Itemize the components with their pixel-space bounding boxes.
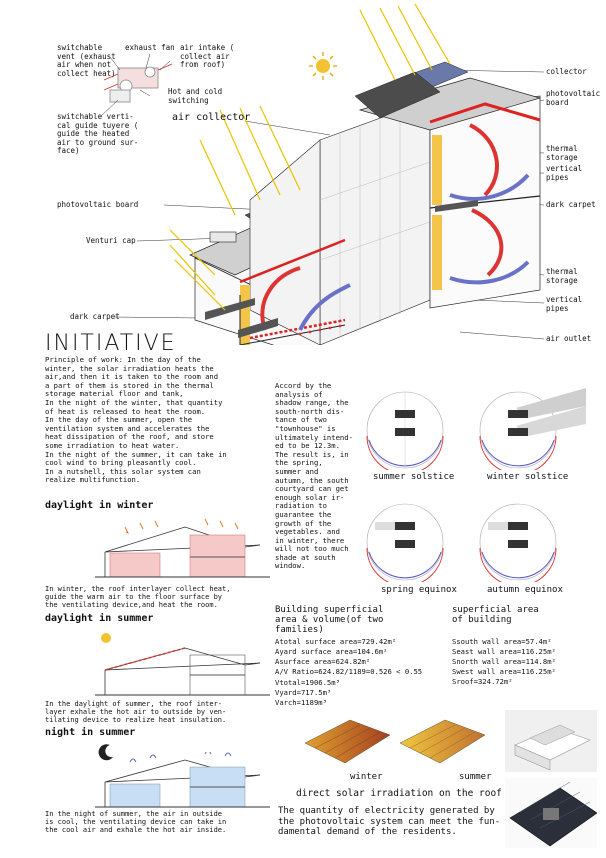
roof-irradiation-winter bbox=[305, 715, 390, 765]
superficial-heading: superficial area of building bbox=[452, 605, 539, 625]
label-air-outlet: air outlet bbox=[546, 334, 592, 343]
label-switchable-vent: switchable vent (exhaust air when not collect heat) bbox=[57, 43, 116, 78]
label-vertical-pipes-1: vertical pipes bbox=[546, 164, 583, 182]
label-summer-irradiation: summer bbox=[459, 772, 492, 782]
label-autumn-equinox: autumn equinox bbox=[487, 585, 563, 595]
caption-daylight-summer: In the daylight of summer, the roof inter- layer exhale the hot air to outside by ven- tilating device to realize heat insulation. bbox=[45, 700, 227, 724]
heading-daylight-winter: daylight in winter bbox=[45, 500, 154, 511]
shadow-analysis-text: Accord by the analysis of shadow range, the south-north dis- tance of two "townhouse" is ultimately intend- ed to be 12.3m. The result is, in the spring, summer and autumn, the south courtyard can get enough solar ir- radiation to guarantee the growth of the vegetables. and in winter, there will not too much shade at south window. bbox=[275, 381, 353, 571]
label-photovoltaic-board-left: photovoltaic board bbox=[57, 200, 139, 209]
label-dark-carpet-right: dark carpet bbox=[546, 200, 596, 209]
area-volume-heading: Building superficial area & volume(of two families) bbox=[275, 605, 384, 635]
photovoltaic-model-render bbox=[505, 778, 597, 848]
label-air-collector: air collector bbox=[172, 112, 251, 123]
label-thermal-storage-2: thermal storage bbox=[546, 267, 578, 285]
volume-values: Vtotal=1906.5m³ Vyard=717.5m³ Varch=1189m³ bbox=[275, 678, 340, 707]
label-air-intake: air intake ( collect air from roof) bbox=[180, 43, 235, 69]
roof-irradiation-summer bbox=[400, 715, 485, 765]
caption-daylight-winter: In winter, the roof interlayer collect heat, guide the warm air to the floor surface by the ventilating device,and heat the room. bbox=[45, 585, 231, 609]
label-hot-cold: Hot and cold switching bbox=[168, 87, 223, 105]
superficial-values: Ssouth wall area=57.4m² Seast wall area=116.25m² Snorth wall area=114.8m² Swest wall area=116.25m² Sroof=324.72m² bbox=[452, 637, 556, 686]
label-winter-solstice: winter solstice bbox=[487, 472, 569, 482]
solar-diagram-spring-equinox bbox=[365, 500, 445, 582]
label-winter-irradiation: winter bbox=[350, 772, 383, 782]
label-summer-solstice: summer solstice bbox=[373, 472, 455, 482]
label-photovoltaic-board-right: photovoltaic board bbox=[546, 89, 601, 107]
label-vertical-pipes-2: vertical pipes bbox=[546, 295, 583, 313]
label-thermal-storage-1: thermal storage bbox=[546, 144, 578, 162]
label-collector: collector bbox=[546, 67, 587, 76]
principle-text: Principle of work: In the day of the winter, the solar irradiation heats the air,and then it is taken to the room and a part of them is stored in the thermal storage material floor and tank, In the night of the winter, that quantity of heat is released to heat the room. In the day of the summer, open the ventilation system and accelerates the heat dissipation of the roof, and store some irradiation to heat water. In the night of the summer, it can take in cool wind to bring pleasantly cool. In a nutshell, this solar system can realize multifunction. bbox=[45, 355, 227, 485]
caption-night-summer: In the night of summer, the air in outside is cool, the ventilating device can take in the cool air and exhale the hot air inside. bbox=[45, 810, 227, 834]
solar-diagram-autumn-equinox bbox=[478, 500, 558, 582]
heading-night-summer: night in summer bbox=[45, 727, 136, 738]
section-daylight-winter bbox=[95, 517, 270, 582]
label-vertical-guide: switchable verti- cal guide tuyere ( guide the heated air to ground sur- face) bbox=[57, 112, 139, 155]
label-dark-carpet-left: dark carpet bbox=[70, 312, 120, 321]
sun-icon bbox=[309, 52, 337, 80]
area-values: Atotal surface area=729.42m² Ayard surface area=104.6m² Asurface area=624.82m² A/V Ratio=624.82/1189=0.526 < 0.55 bbox=[275, 637, 423, 676]
section-title: INITIATIVE bbox=[45, 331, 177, 356]
label-venturi-cap: Venturi cap bbox=[86, 236, 136, 245]
irradiation-caption: direct solar irradiation on the roof bbox=[296, 788, 502, 799]
section-daylight-summer bbox=[95, 640, 270, 700]
heading-daylight-summer: daylight in summer bbox=[45, 613, 154, 624]
electricity-text: The quantity of electricity generated by the photovoltaic system can meet the fun- damental demand of the residents. bbox=[278, 806, 501, 837]
section-night-summer bbox=[95, 752, 270, 812]
white-model-render bbox=[505, 710, 597, 772]
label-exhaust-fan: exhaust fan bbox=[125, 43, 175, 52]
label-spring-equinox: spring equinox bbox=[381, 585, 457, 595]
solar-diagram-summer-solstice bbox=[365, 388, 445, 470]
solar-diagram-winter-solstice bbox=[478, 388, 588, 470]
